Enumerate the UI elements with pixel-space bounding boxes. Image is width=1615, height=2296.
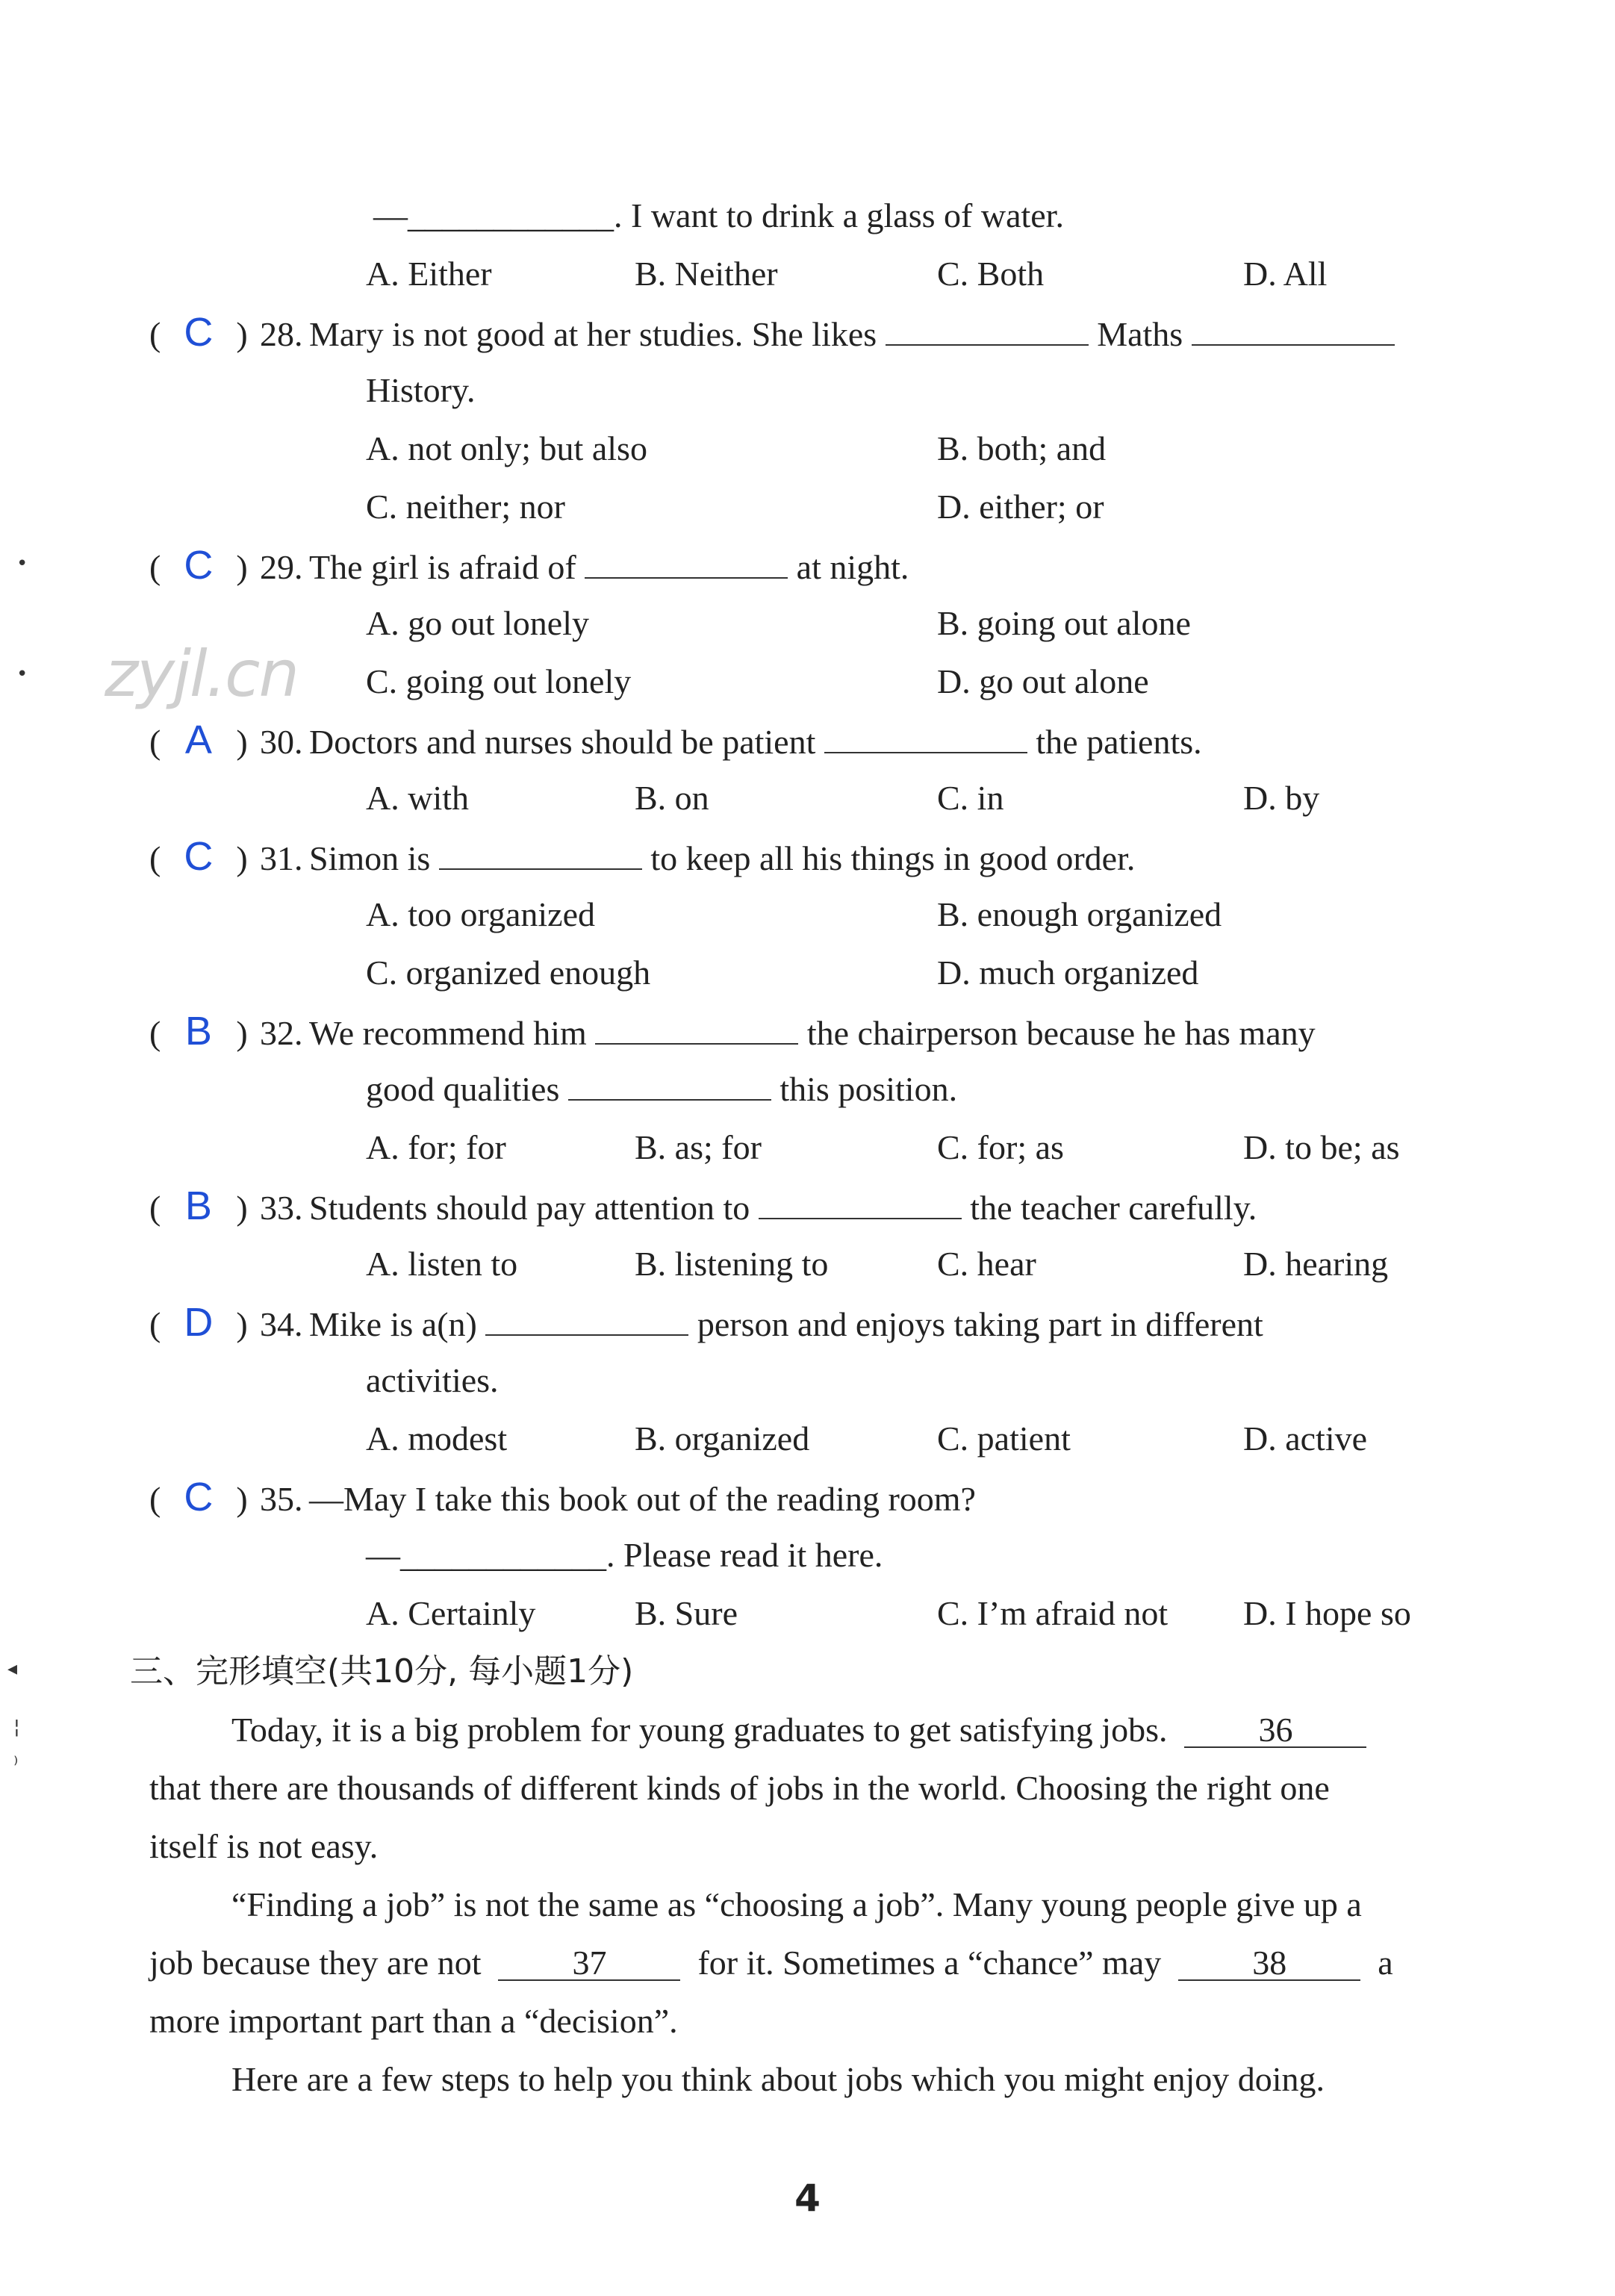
question-31: ( C ) 31. Simon is to keep all his things in good order. — [149, 827, 1516, 886]
passage-text: itself is not easy. — [149, 1827, 379, 1865]
answer-blank — [568, 1066, 771, 1101]
option: A. with — [366, 779, 469, 817]
options-row — [149, 769, 1516, 827]
question-34: ( D ) 34. Mike is a(n) person and enjoys taking part in different — [149, 1293, 1516, 1351]
option: C. Both — [937, 255, 1045, 293]
passage-text: “Finding a job” is not the same as “choosing a job”. Many young people give up a — [231, 1885, 1362, 1923]
question-text: the patients. — [1036, 723, 1202, 761]
answer-blank — [439, 836, 642, 870]
option: D. either; or — [937, 488, 1104, 526]
option: A. not only; but also — [366, 429, 647, 467]
question-text: Doctors and nurses should be patient — [309, 723, 816, 761]
option: D. by — [1243, 779, 1320, 817]
passage-text: for it. Sometimes a “chance” may — [697, 1944, 1162, 1982]
option: A. listen to — [366, 1245, 518, 1283]
option: A. for; for — [366, 1128, 506, 1166]
options-row — [149, 944, 1516, 1002]
option: C. hear — [937, 1245, 1036, 1283]
option: C. in — [937, 779, 1004, 817]
question-text: —May I take this book out of the reading room? — [309, 1480, 976, 1518]
answer-letter: C — [184, 834, 214, 879]
question-text: History. — [366, 371, 476, 409]
cloze-blank: 38 — [1178, 1947, 1360, 1981]
answer-blank — [759, 1185, 962, 1219]
option: C. going out lonely — [366, 662, 632, 700]
answer-letter: A — [184, 718, 212, 762]
option: B. listening to — [635, 1245, 829, 1283]
option: D. active — [1243, 1419, 1368, 1457]
question-number: 35. — [260, 1480, 303, 1518]
options-row — [149, 653, 1516, 711]
margin-dot: • — [16, 663, 28, 685]
answer-blank — [1192, 311, 1395, 346]
passage-text: job because they are not — [149, 1944, 482, 1982]
passage-line — [149, 1701, 1516, 1759]
answer-letter: C — [184, 1475, 214, 1519]
option: B. on — [635, 779, 709, 817]
question-text: good qualities — [366, 1070, 560, 1108]
answer-letter: C — [184, 543, 214, 588]
answer-blank — [595, 1010, 798, 1045]
cloze-blank: 37 — [498, 1947, 680, 1981]
options-row — [149, 1584, 1516, 1643]
question-text: activities. — [366, 1361, 499, 1399]
watermark: zyjl.cn — [105, 637, 298, 712]
option: D. All — [1243, 255, 1328, 293]
answer-letter: C — [184, 310, 214, 355]
option: C. I’m afraid not — [937, 1594, 1169, 1632]
passage-text: Here are a few steps to help you think about jobs which you might enjoy doing. — [231, 2060, 1325, 2098]
option: A. too organized — [366, 895, 596, 933]
option: C. neither; nor — [366, 488, 565, 526]
options-row — [149, 594, 1516, 653]
question-33: ( B ) 33. Students should pay attention to the teacher carefully. — [149, 1177, 1516, 1235]
options-row — [149, 1410, 1516, 1468]
option: C. organized enough — [366, 953, 651, 992]
option: D. much organized — [937, 953, 1199, 992]
question-number: 34. — [260, 1305, 303, 1343]
option: B. Neither — [635, 255, 778, 293]
option: A. modest — [366, 1419, 508, 1457]
question-29: ( C ) 29. The girl is afraid of at night. — [149, 536, 1516, 594]
option: D. to be; as — [1243, 1128, 1400, 1166]
margin-arrow: ◂ — [7, 1658, 18, 1680]
question-text: the teacher carefully. — [970, 1189, 1257, 1227]
question-number: 31. — [260, 839, 303, 877]
question-text: the chairperson because he has many — [806, 1014, 1316, 1052]
question-number: 32. — [260, 1014, 303, 1052]
passage-text: that there are thousands of different kinds of jobs in the world. Choosing the right one — [149, 1769, 1330, 1807]
option: B. both; and — [937, 429, 1107, 467]
passage-text: more important part than a “decision”. — [149, 2002, 678, 2040]
question-number: 33. — [260, 1189, 303, 1227]
margin-tick: ⁾ — [13, 1753, 19, 1776]
question-text: Mary is not good at her studies. She likes — [309, 315, 877, 353]
section-title: 三、完形填空(共10分, 每小题1分) — [130, 1652, 634, 1690]
option: B. enough organized — [937, 895, 1222, 933]
option: C. patient — [937, 1419, 1071, 1457]
question-35: ( C ) 35. —May I take this book out of the reading room? — [149, 1468, 1516, 1526]
options-row — [149, 1235, 1516, 1293]
passage-text: a — [1378, 1944, 1393, 1982]
question-number: 29. — [260, 548, 303, 586]
question-text: Students should pay attention to — [309, 1189, 750, 1227]
question-text: —____________. Please read it here. — [366, 1536, 883, 1574]
option: A. Either — [366, 255, 492, 293]
option: D. I hope so — [1243, 1594, 1411, 1632]
answer-blank — [585, 544, 788, 579]
question-number: 28. — [260, 315, 303, 353]
option: B. Sure — [635, 1594, 738, 1632]
q27-options — [149, 245, 1516, 303]
option: A. Certainly — [366, 1594, 536, 1632]
options-row — [149, 420, 1516, 478]
page-number: 4 — [794, 2177, 821, 2220]
question-30: ( A ) 30. Doctors and nurses should be patient the patients. — [149, 711, 1516, 769]
question-text: to keep all his things in good order. — [650, 839, 1136, 877]
options-row — [149, 478, 1516, 536]
question-text: at night. — [796, 548, 909, 586]
answer-blank — [886, 311, 1089, 346]
question-text: Maths — [1097, 315, 1183, 353]
question-number: 30. — [260, 723, 303, 761]
question-text: The girl is afraid of — [309, 548, 576, 586]
options-row — [149, 1119, 1516, 1177]
cloze-blank: 36 — [1184, 1714, 1366, 1748]
answer-letter: B — [184, 1183, 212, 1228]
option: C. for; as — [937, 1128, 1064, 1166]
option: B. as; for — [635, 1128, 762, 1166]
option: D. hearing — [1243, 1245, 1389, 1283]
question-list — [130, 187, 1516, 2109]
option: B. going out alone — [937, 604, 1191, 642]
options-row — [149, 886, 1516, 944]
margin-tick: ¦ — [13, 1716, 20, 1738]
question-32: ( B ) 32. We recommend him the chairperson because he has many — [149, 1002, 1516, 1060]
option: B. organized — [635, 1419, 810, 1457]
passage-line — [149, 1934, 1516, 1992]
passage-text: Today, it is a big problem for young graduates to get satisfying jobs. — [231, 1711, 1168, 1749]
option: D. go out alone — [937, 662, 1149, 700]
question-text: Simon is — [309, 839, 431, 877]
question-text: person and enjoys taking part in different — [697, 1305, 1263, 1343]
question-text: We recommend him — [309, 1014, 587, 1052]
answer-letter: D — [184, 1300, 214, 1345]
question-text: Mike is a(n) — [309, 1305, 477, 1343]
question-text: this position. — [780, 1070, 958, 1108]
option: A. go out lonely — [366, 604, 589, 642]
question-28: ( C ) 28. Mary is not good at her studies. She likes Maths — [149, 303, 1516, 361]
answer-blank — [485, 1301, 688, 1336]
margin-dot: • — [16, 553, 28, 575]
q27-response: —____________. I want to drink a glass of water. — [373, 196, 1064, 234]
question-text-line — [149, 1060, 1516, 1119]
answer-blank — [824, 719, 1027, 753]
answer-letter: B — [184, 1009, 212, 1054]
